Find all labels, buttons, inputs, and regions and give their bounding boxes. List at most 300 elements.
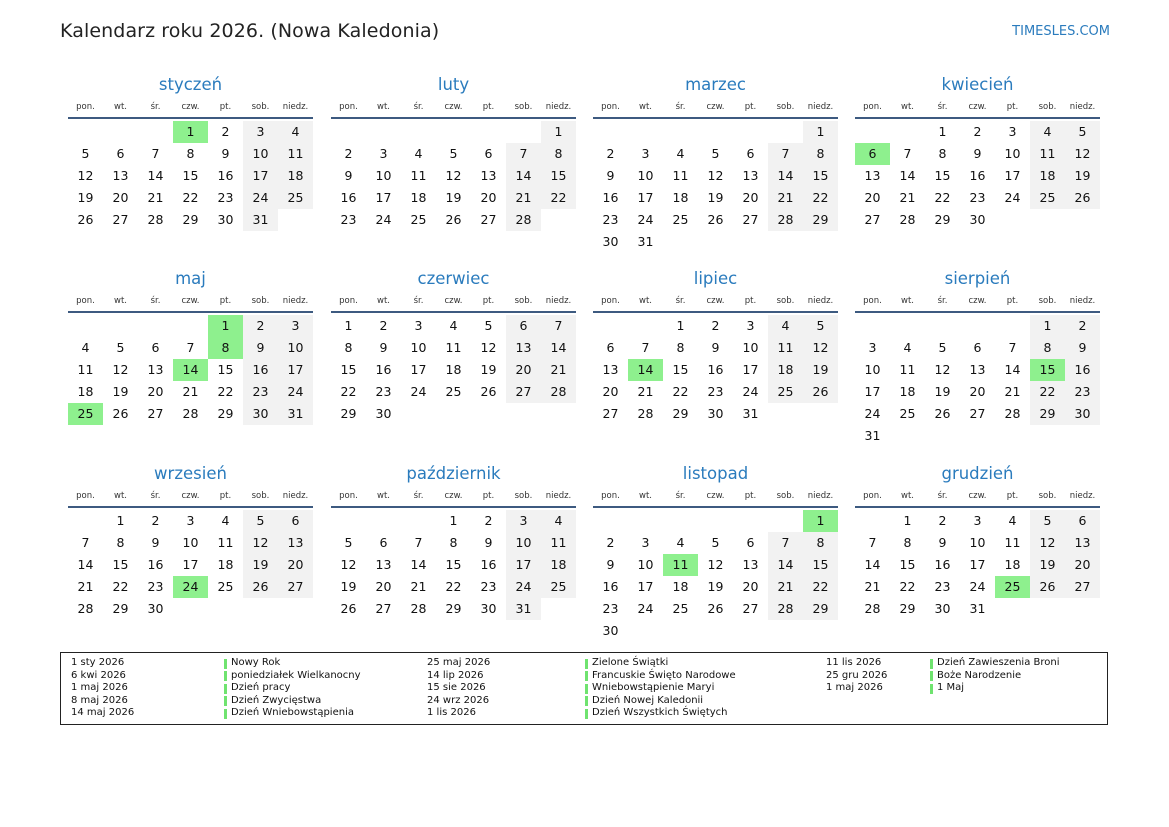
month-4 (855, 72, 1100, 231)
calendar-day: 27 (112, 212, 129, 227)
legend-date: 14 maj 2026 (71, 707, 135, 719)
calendar-day: 11 (1004, 535, 1021, 550)
calendar-day: 7 (151, 146, 160, 161)
calendar-day: 10 (182, 535, 199, 550)
calendar-day: 24 (864, 406, 881, 421)
weekday-header: pon. (76, 491, 95, 501)
calendar-day: 26 (480, 384, 497, 399)
month-name: czerwiec (417, 269, 490, 288)
weekday-header: pon. (76, 102, 95, 112)
calendar-day: 4 (676, 146, 685, 161)
site-link[interactable]: TIMESLES.COM (1012, 24, 1110, 39)
calendar-day: 18 (445, 362, 462, 377)
calendar-day: 8 (116, 535, 125, 550)
weekday-header: śr. (675, 102, 686, 112)
header-rule (331, 506, 576, 508)
calendar-day: 12 (803, 337, 838, 359)
calendar-day: 27 (147, 406, 164, 421)
calendar-day: 6 (484, 146, 493, 161)
calendar-day: 7 (506, 143, 541, 165)
calendar-day: 30 (969, 212, 986, 227)
calendar-day: 20 (742, 190, 759, 205)
calendar-day: 8 (344, 340, 353, 355)
calendar-day: 28 (768, 209, 803, 231)
calendar-day: 8 (803, 143, 838, 165)
weekday-header: sob. (1038, 296, 1057, 306)
calendar-day: 10 (410, 340, 427, 355)
calendar-day: 3 (278, 315, 313, 337)
calendar-day: 8 (803, 532, 838, 554)
calendar-day: 27 (375, 601, 392, 616)
empty-day (890, 121, 925, 143)
calendar-day: 30 (243, 403, 278, 425)
calendar-day: 17 (410, 362, 427, 377)
calendar-day: 18 (768, 359, 803, 381)
calendar-day: 21 (541, 359, 576, 381)
empty-day (698, 510, 733, 532)
calendar-day: 15 (934, 168, 951, 183)
weekday-header: pt. (482, 102, 495, 112)
weekday-header: wt. (114, 296, 127, 306)
calendar-day: 8 (903, 535, 912, 550)
calendar-day: 15 (541, 165, 576, 187)
calendar-day: 14 (541, 337, 576, 359)
calendar-day: 30 (480, 601, 497, 616)
calendar-day: 15 (672, 362, 689, 377)
calendar-day: 20 (969, 384, 986, 399)
weekday-header: pt. (482, 491, 495, 501)
calendar-day: 15 (182, 168, 199, 183)
month-10 (331, 461, 576, 620)
month-1 (68, 72, 313, 231)
calendar-day: 31 (637, 234, 654, 249)
calendar-day: 30 (217, 212, 234, 227)
calendar-day: 9 (606, 557, 615, 572)
calendar-day: 8 (676, 340, 685, 355)
holiday-day: 15 (1030, 359, 1065, 381)
calendar-day: 3 (868, 340, 877, 355)
header-rule (593, 506, 838, 508)
calendar-day: 7 (186, 340, 195, 355)
calendar-day: 3 (973, 513, 982, 528)
legend-date: 8 maj 2026 (71, 694, 128, 706)
calendar-day: 17 (969, 557, 986, 572)
header-rule (68, 506, 313, 508)
month-name: październik (406, 464, 501, 483)
calendar-day: 29 (112, 601, 129, 616)
calendar-day: 22 (899, 579, 916, 594)
weekday-header: niedz. (1069, 102, 1096, 112)
calendar-day: 18 (1004, 557, 1021, 572)
calendar-day: 21 (410, 579, 427, 594)
empty-day (103, 121, 138, 143)
calendar-day: 17 (506, 554, 541, 576)
calendar-day: 22 (672, 384, 689, 399)
calendar-day: 13 (506, 337, 541, 359)
calendar-day: 28 (147, 212, 164, 227)
weekday-header: wt. (639, 102, 652, 112)
empty-day (173, 315, 208, 337)
calendar-day: 29 (934, 212, 951, 227)
calendar-day: 9 (484, 535, 493, 550)
legend-holiday-name: Boże Narodzenie (937, 669, 1022, 681)
calendar-day: 24 (375, 212, 392, 227)
weekday-header: niedz. (545, 491, 572, 501)
legend-holiday-name: Dzień Wszystkich Świętych (592, 707, 728, 719)
calendar-day: 21 (768, 576, 803, 598)
calendar-day: 25 (541, 576, 576, 598)
holiday-day: 8 (208, 337, 243, 359)
calendar-day: 26 (1030, 576, 1065, 598)
empty-day (960, 315, 995, 337)
calendar-day: 30 (147, 601, 164, 616)
calendar-day: 4 (81, 340, 90, 355)
weekday-header: czw. (444, 491, 463, 501)
calendar-day: 10 (375, 168, 392, 183)
empty-day (733, 510, 768, 532)
weekday-header: wt. (114, 491, 127, 501)
calendar-day: 1 (449, 513, 458, 528)
empty-day (138, 315, 173, 337)
weekday-header: niedz. (807, 296, 834, 306)
calendar-day: 25 (278, 187, 313, 209)
calendar-day: 11 (899, 362, 916, 377)
calendar-day: 16 (375, 362, 392, 377)
calendar-day: 16 (480, 557, 497, 572)
calendar-day: 19 (77, 190, 94, 205)
month-grid (855, 294, 1100, 447)
calendar-day: 13 (147, 362, 164, 377)
empty-day (68, 121, 103, 143)
calendar-day: 26 (1065, 187, 1100, 209)
calendar-day: 1 (803, 121, 838, 143)
calendar-day: 2 (938, 513, 947, 528)
weekday-header: czw. (706, 102, 725, 112)
legend-holiday-name: Nowy Rok (231, 657, 281, 668)
calendar-day: 9 (1065, 337, 1100, 359)
month-name: marzec (685, 75, 746, 94)
holiday-day: 1 (803, 510, 838, 532)
calendar-day: 4 (414, 146, 423, 161)
calendar-day: 26 (243, 576, 278, 598)
weekday-header: pt. (219, 102, 232, 112)
calendar-day: 18 (77, 384, 94, 399)
calendar-day: 16 (1065, 359, 1100, 381)
calendar-day: 23 (602, 601, 619, 616)
empty-day (593, 315, 628, 337)
empty-day (733, 121, 768, 143)
header-rule (68, 117, 313, 119)
calendar-day: 19 (707, 579, 724, 594)
calendar-day: 10 (637, 557, 654, 572)
calendar-day: 3 (243, 121, 278, 143)
weekday-header: wt. (377, 491, 390, 501)
calendar-day: 27 (480, 212, 497, 227)
weekday-header: wt. (377, 102, 390, 112)
page-title: Kalendarz roku 2026. (Nowa Kaledonia) (60, 20, 440, 42)
weekday-header: pon. (339, 102, 358, 112)
holiday-day: 25 (995, 576, 1030, 598)
legend-holiday-name: poniedziałek Wielkanocny (231, 669, 361, 681)
calendar-day: 22 (541, 187, 576, 209)
weekday-header: pon. (601, 102, 620, 112)
empty-day (68, 315, 103, 337)
calendar-day: 30 (375, 406, 392, 421)
calendar-day: 16 (602, 579, 619, 594)
calendar-day: 27 (506, 381, 541, 403)
empty-day (366, 510, 401, 532)
calendar-day: 14 (768, 554, 803, 576)
calendar-day: 11 (77, 362, 94, 377)
legend-date: 1 maj 2026 (826, 682, 883, 694)
calendar-day: 6 (746, 146, 755, 161)
calendar-day: 2 (379, 318, 388, 333)
calendar-day: 19 (445, 190, 462, 205)
calendar-day: 15 (217, 362, 234, 377)
weekday-header: pt. (1006, 102, 1019, 112)
calendar-day: 11 (672, 168, 689, 183)
calendar-day: 4 (541, 510, 576, 532)
calendar-day: 18 (410, 190, 427, 205)
weekday-header: czw. (444, 102, 463, 112)
calendar-day: 12 (707, 557, 724, 572)
month-grid (593, 489, 838, 642)
weekday-header: czw. (968, 102, 987, 112)
calendar-day: 29 (803, 598, 838, 620)
calendar-day: 27 (602, 406, 619, 421)
calendar-day: 3 (641, 146, 650, 161)
calendar-day: 3 (506, 510, 541, 532)
calendar-day: 27 (1065, 576, 1100, 598)
month-name: luty (437, 75, 470, 94)
calendar-day: 20 (112, 190, 129, 205)
calendar-day: 1 (116, 513, 125, 528)
legend-holiday-name: Dzień Wniebowstąpienia (231, 707, 354, 719)
calendar-day: 21 (1004, 384, 1021, 399)
calendar-day: 22 (803, 576, 838, 598)
calendar-day: 1 (1030, 315, 1065, 337)
calendar-day: 16 (934, 557, 951, 572)
weekday-header: śr. (675, 296, 686, 306)
calendar-day: 17 (375, 190, 392, 205)
calendar-day: 9 (606, 168, 615, 183)
calendar-day: 20 (147, 384, 164, 399)
header-rule (331, 117, 576, 119)
calendar-day: 2 (711, 318, 720, 333)
calendar-day: 25 (672, 601, 689, 616)
month-2 (331, 72, 576, 231)
empty-day (436, 121, 471, 143)
month-name: wrzesień (154, 464, 227, 483)
calendar-day: 27 (742, 212, 759, 227)
calendar-day: 26 (707, 212, 724, 227)
calendar-day: 20 (1065, 554, 1100, 576)
holiday-day: 14 (628, 359, 663, 381)
month-grid (68, 100, 313, 231)
calendar-day: 19 (934, 384, 951, 399)
weekday-header: śr. (150, 491, 161, 501)
calendar-day: 2 (606, 535, 615, 550)
calendar-day: 9 (973, 146, 982, 161)
month-name: lipiec (693, 269, 738, 288)
calendar-day: 1 (541, 121, 576, 143)
calendar-day: 28 (1004, 406, 1021, 421)
calendar-day: 5 (711, 146, 720, 161)
empty-day (138, 121, 173, 143)
empty-day (855, 121, 890, 143)
weekday-header: niedz. (1069, 491, 1096, 501)
calendar-day: 27 (742, 601, 759, 616)
weekday-header: pon. (601, 296, 620, 306)
weekday-header: niedz. (282, 296, 309, 306)
calendar-day: 7 (641, 340, 650, 355)
weekday-header: pt. (744, 296, 757, 306)
calendar-day: 18 (278, 165, 313, 187)
calendar-day: 5 (484, 318, 493, 333)
weekday-header: wt. (901, 491, 914, 501)
legend-date: 25 maj 2026 (427, 657, 491, 668)
weekday-header: czw. (968, 296, 987, 306)
header-rule (331, 311, 576, 313)
month-grid (593, 294, 838, 425)
calendar-day: 2 (151, 513, 160, 528)
calendar-day: 5 (938, 340, 947, 355)
weekday-header: pon. (601, 491, 620, 501)
legend-date: 6 kwi 2026 (71, 669, 126, 681)
calendar-day: 12 (243, 532, 278, 554)
calendar-day: 7 (868, 535, 877, 550)
legend-date: 1 maj 2026 (71, 682, 128, 694)
weekday-header: wt. (901, 296, 914, 306)
calendar-day: 13 (112, 168, 129, 183)
calendar-day: 20 (742, 579, 759, 594)
calendar-day: 16 (707, 362, 724, 377)
calendar-day: 17 (278, 359, 313, 381)
empty-day (768, 121, 803, 143)
weekday-header: sob. (1038, 102, 1057, 112)
calendar-day: 18 (672, 190, 689, 205)
calendar-day: 30 (602, 623, 619, 638)
calendar-day: 22 (445, 579, 462, 594)
weekday-header: pon. (76, 296, 95, 306)
calendar-day: 29 (899, 601, 916, 616)
holiday-day: 25 (68, 403, 103, 425)
calendar-day: 23 (480, 579, 497, 594)
calendar-day: 2 (344, 146, 353, 161)
calendar-day: 11 (278, 143, 313, 165)
calendar-day: 10 (243, 143, 278, 165)
calendar-day: 30 (934, 601, 951, 616)
calendar-day: 9 (379, 340, 388, 355)
calendar-day: 13 (375, 557, 392, 572)
weekday-header: czw. (181, 296, 200, 306)
calendar-day: 13 (1065, 532, 1100, 554)
calendar-day: 3 (186, 513, 195, 528)
calendar-day: 16 (602, 190, 619, 205)
calendar-day: 23 (969, 190, 986, 205)
calendar-day: 22 (112, 579, 129, 594)
calendar-day: 9 (221, 146, 230, 161)
calendar-day: 20 (864, 190, 881, 205)
calendar-day: 25 (217, 579, 234, 594)
calendar-day: 16 (147, 557, 164, 572)
calendar-day: 22 (803, 187, 838, 209)
weekday-header: wt. (901, 102, 914, 112)
weekday-header: śr. (150, 102, 161, 112)
calendar-day: 5 (711, 535, 720, 550)
weekday-header: śr. (937, 491, 948, 501)
weekday-header: pon. (339, 491, 358, 501)
weekday-header: śr. (413, 296, 424, 306)
weekday-header: sob. (514, 491, 533, 501)
calendar-day: 5 (1065, 121, 1100, 143)
holiday-day: 6 (855, 143, 890, 165)
calendar-day: 28 (182, 406, 199, 421)
weekday-header: sob. (776, 491, 795, 501)
calendar-day: 13 (864, 168, 881, 183)
calendar-day: 10 (742, 340, 759, 355)
calendar-day: 5 (243, 510, 278, 532)
calendar-day: 7 (414, 535, 423, 550)
calendar-day: 21 (77, 579, 94, 594)
month-name: styczeń (158, 75, 223, 94)
empty-day (593, 510, 628, 532)
calendar-day: 4 (676, 535, 685, 550)
calendar-day: 21 (768, 187, 803, 209)
weekday-header: czw. (968, 491, 987, 501)
calendar-day: 7 (541, 315, 576, 337)
calendar-day: 17 (864, 384, 881, 399)
calendar-day: 17 (182, 557, 199, 572)
calendar-day: 28 (637, 406, 654, 421)
calendar-day: 22 (1030, 381, 1065, 403)
weekday-header: pt. (744, 491, 757, 501)
calendar-day: 14 (147, 168, 164, 183)
holiday-day: 1 (208, 315, 243, 337)
calendar-day: 8 (186, 146, 195, 161)
calendar-day: 8 (1030, 337, 1065, 359)
calendar-day: 19 (480, 362, 497, 377)
calendar-day: 9 (344, 168, 353, 183)
calendar-day: 10 (637, 168, 654, 183)
calendar-day: 29 (182, 212, 199, 227)
calendar-day: 24 (410, 384, 427, 399)
weekday-header: pt. (1006, 296, 1019, 306)
calendar-day: 6 (606, 340, 615, 355)
calendar-day: 1 (344, 318, 353, 333)
month-name: maj (175, 269, 206, 288)
calendar-day: 21 (147, 190, 164, 205)
header-rule (855, 506, 1100, 508)
calendar-day: 25 (899, 406, 916, 421)
empty-day (698, 121, 733, 143)
calendar-day: 26 (445, 212, 462, 227)
calendar-day: 4 (1030, 121, 1065, 143)
calendar-day: 12 (480, 340, 497, 355)
calendar-day: 26 (803, 381, 838, 403)
weekday-header: sob. (776, 102, 795, 112)
weekday-header: czw. (706, 296, 725, 306)
calendar-day: 4 (221, 513, 230, 528)
calendar-day: 25 (768, 381, 803, 403)
calendar-day: 15 (803, 165, 838, 187)
calendar-day: 15 (445, 557, 462, 572)
weekday-header: wt. (377, 296, 390, 306)
calendar-day: 23 (217, 190, 234, 205)
weekday-header: niedz. (545, 296, 572, 306)
weekday-header: czw. (706, 491, 725, 501)
calendar-day: 9 (711, 340, 720, 355)
